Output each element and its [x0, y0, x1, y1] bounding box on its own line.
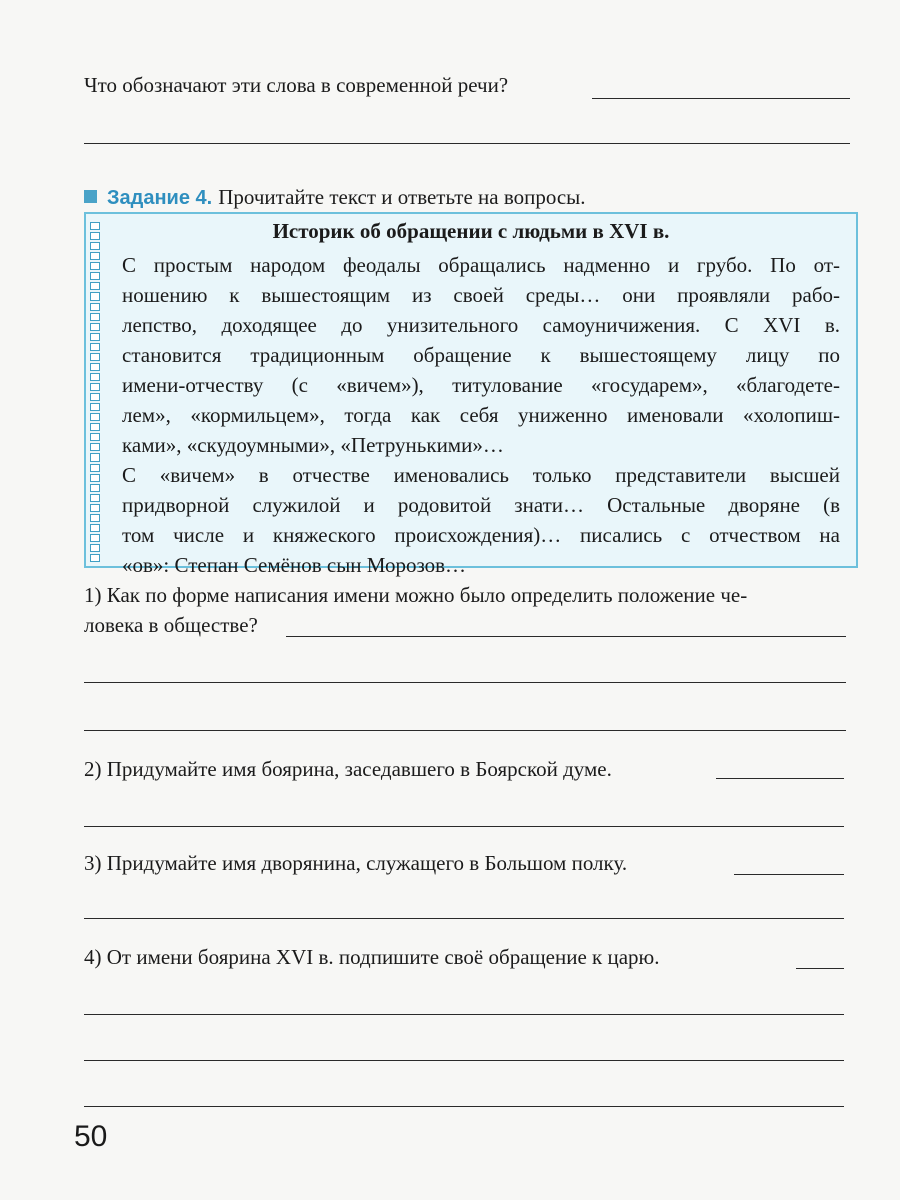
source-text-box [84, 212, 858, 577]
question-4: 4) От имени боярина XVI в. подпишите своё обращение к царю. [84, 945, 660, 969]
answer-line[interactable] [84, 1060, 844, 1061]
source-line: С «вичем» в отчестве именовались только представители высшей [122, 463, 840, 487]
answer-line[interactable] [592, 98, 850, 99]
source-line: имени-отчеству (с «вичем»), титулование «государем», «благодете- [122, 373, 840, 397]
intro-question: Что обозначают эти слова в современной речи? [84, 73, 509, 97]
source-line: том числе и княжеского происхождения)… писались с отчеством на [122, 523, 840, 547]
source-title: Историк об обращении с людьми в XVI в. [272, 219, 670, 243]
answer-line[interactable] [716, 778, 844, 779]
source-line: «ов»: Степан Семёнов сын Морозов… [122, 553, 467, 577]
task-instruction: Прочитайте текст и ответьте на вопросы. [218, 185, 586, 209]
page-number: 50 [74, 1120, 108, 1153]
answer-line[interactable] [286, 636, 846, 637]
source-line: придворной служилой и родовитой знати… Остальные дворяне (в [122, 493, 840, 517]
source-line: лепство, доходящее до унизительного самоуничижения. С XVI в. [122, 313, 840, 337]
source-text [122, 250, 840, 580]
answer-line[interactable] [84, 730, 846, 731]
answer-line[interactable] [84, 1106, 844, 1107]
task-heading [84, 184, 586, 211]
answer-line[interactable] [796, 968, 844, 969]
source-line: ками», «скудоумными», «Петрунькими»… [122, 433, 504, 457]
answer-line[interactable] [84, 143, 850, 144]
source-line: лем», «кормильцем», тогда как себя униженно именовали «холопиш- [122, 403, 840, 427]
task-label: Задание 4. [107, 187, 213, 209]
question-3: 3) Придумайте имя дворянина, служащего в Большом полку. [84, 851, 628, 875]
answer-line[interactable] [84, 1014, 844, 1015]
source-line: ношению к вышестоящим из своей среды… они проявляли рабо- [122, 283, 840, 307]
answer-line[interactable] [84, 682, 846, 683]
answer-line[interactable] [84, 826, 844, 827]
question-1: 1) Как по форме написания имени можно было определить положение че- [84, 583, 748, 607]
question-2: 2) Придумайте имя боярина, заседавшего в Боярской думе. [84, 757, 612, 781]
source-line: С простым народом феодалы обращались надменно и грубо. По от- [122, 253, 840, 277]
answer-line[interactable] [84, 918, 844, 919]
answer-line[interactable] [734, 874, 844, 875]
notebook-binding-decoration [90, 222, 102, 562]
source-line: становится традиционным обращение к вышестоящему лицу по [122, 343, 840, 367]
question-1-continued: ловека в обществе? [84, 613, 258, 637]
task-marker-icon [84, 190, 97, 203]
